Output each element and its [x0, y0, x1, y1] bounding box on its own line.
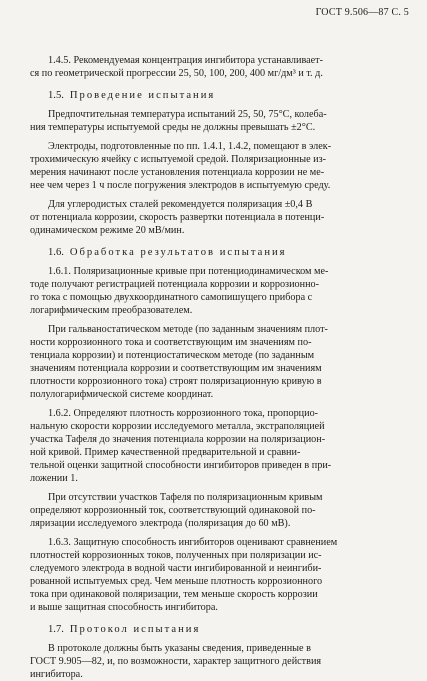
text-line: полулогарифмической системе координат. [30, 389, 214, 400]
text-line: определяют коррозионный ток, соответствующий одинаковой по- [30, 505, 316, 516]
text-line: Электроды, подготовленные по пп. 1.4.1, 1.4.2, помещают в элек- [48, 141, 332, 152]
section-number: 1.6. [48, 247, 64, 258]
text-line: ложении 1. [30, 473, 78, 484]
text-line: нальную скорости коррозии исследуемого металла, экстраполяцией [30, 421, 325, 432]
section-heading [30, 246, 402, 259]
text-line: значениям потенциала коррозии и соответствующим им значениям [30, 363, 322, 374]
page-header: ГОСТ 9.506—87 С. 5 [315, 7, 409, 18]
text-line: логарифмическим преобразователем. [30, 305, 193, 316]
paragraph [30, 265, 402, 317]
text-line: тенциала коррозии) и потенциостатическом методе (по заданным [30, 350, 315, 361]
text-line: трохимическую ячейку с испытуемой средой. Поляризационные из- [30, 154, 327, 165]
text-line: При гальваностатическом методе (по заданным значениям плот- [48, 324, 328, 335]
text-line: ГОСТ 9.905—82, и, по возможности, характер защитного действия [30, 656, 322, 667]
paragraph [30, 108, 402, 134]
text-line: ингибитора. [30, 669, 83, 680]
text-line: от потенциала коррозии, скорость развертки потенциала в потенци- [30, 212, 325, 223]
text-line: го тока с помощью двухкоординатного самопишущего прибора с [30, 292, 313, 303]
text-line: Для углеродистых сталей рекомендуется поляризация ±0,4 В [48, 199, 313, 210]
section-number: 1.5. [48, 90, 64, 101]
paragraph [30, 140, 402, 192]
text-line: ности коррозионного тока и соответствующим им значениям по- [30, 337, 312, 348]
text-line: мерения начинают после установления потенциала коррозии не ме- [30, 167, 325, 178]
text-line: рованной испытуемых сред. Чем меньше плотность коррозионного [30, 576, 323, 587]
section-title: Протокол испытания [69, 624, 201, 635]
text-line: тоде получают регистрацией потенциала коррозии и коррозионно- [30, 279, 320, 290]
text-line: ся по геометрической прогрессии 25, 50, 100, 200, 400 мг/дм³ и т. д. [30, 68, 323, 79]
paragraph [30, 323, 402, 401]
paragraph [30, 54, 402, 80]
text-line: 1.6.2. Определяют плотность коррозионного тока, пропорцио- [48, 408, 319, 419]
text-line: тока при одинаковой поляризации, тем меньше скорость коррозии [30, 589, 318, 600]
text-line: нее чем через 1 ч после погружения электродов в испытуемую среду. [30, 180, 331, 191]
document-body [30, 54, 402, 681]
text-line: плотности коррозионного тока) строят поляризационную кривую в [30, 376, 322, 387]
text-line: ния температуры испытуемой среды не должны превышать ±2°С. [30, 122, 316, 133]
section-heading [30, 623, 402, 636]
text-line: следуемого электрода в водной части ингибированной и неингиби- [30, 563, 322, 574]
text-line: 1.6.3. Защитную способность ингибиторов оценивают сравнением [48, 537, 338, 548]
section-title: Проведение испытания [69, 90, 216, 101]
text-line: При отсутствии участков Тафеля по поляризационным кривым [48, 492, 323, 503]
text-line: В протоколе должны быть указаны сведения, приведенные в [48, 643, 311, 654]
text-line: и выше защитная способность ингибитора. [30, 602, 218, 613]
paragraph [30, 491, 402, 530]
text-line: участка Тафеля до значения потенциала коррозии на поляризацион- [30, 434, 326, 445]
section-heading [30, 89, 402, 102]
paragraph [30, 536, 402, 614]
text-line: 1.6.1. Поляризационные кривые при потенциодинамическом ме- [48, 266, 329, 277]
text-line: тельной оценки защитной способности ингибиторов приведен в при- [30, 460, 332, 471]
section-number: 1.7. [48, 624, 64, 635]
text-line: плотностей коррозионных токов, полученных при поляризации ис- [30, 550, 322, 561]
text-line: ляризации исследуемого электрода (поляризация до 60 мВ). [30, 518, 291, 529]
text-line: ной кривой. Пример качественной предварительной и сравни- [30, 447, 301, 458]
paragraph [30, 642, 402, 681]
text-line: одинамическом режиме 20 мВ/мин. [30, 225, 185, 236]
text-line: 1.4.5. Рекомендуемая концентрация ингибитора устанавливает- [48, 55, 324, 66]
paragraph [30, 407, 402, 485]
paragraph [30, 198, 402, 237]
text-line: Предпочтительная температура испытаний 25, 50, 75°С, колеба- [48, 109, 327, 120]
section-title: Обработка результатов испытания [69, 247, 287, 258]
